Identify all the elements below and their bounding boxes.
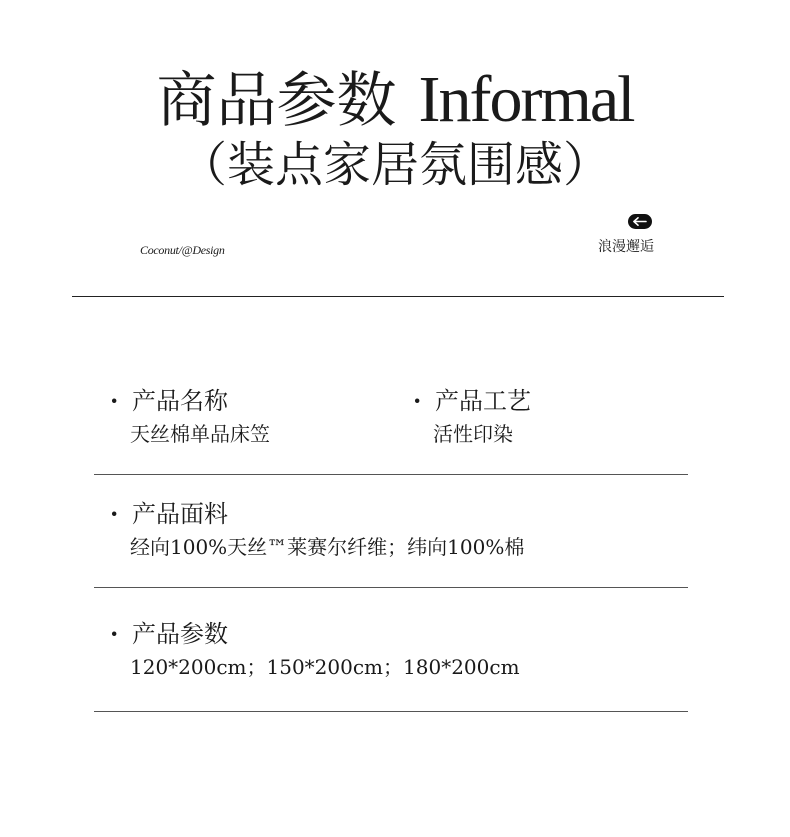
header-divider xyxy=(72,296,724,297)
spec-value: 天丝棉单品床笠 xyxy=(130,422,270,446)
row-divider xyxy=(94,587,688,588)
left-arrow-icon[interactable] xyxy=(628,214,652,229)
brand-tag: Coconut/@Design xyxy=(140,243,225,257)
spec-value: 经向100%天丝™莱赛尔纤维；纬向100%棉 xyxy=(130,535,525,559)
spec-heading xyxy=(413,386,531,416)
spec-heading-label: 产品参数 xyxy=(132,620,228,648)
spec-value: 120*200cm；150*200cm；180*200cm xyxy=(130,655,520,679)
row-divider xyxy=(94,711,688,712)
spec-heading xyxy=(110,499,524,529)
spec-heading-label: 产品名称 xyxy=(132,387,228,415)
spec-heading xyxy=(110,386,270,416)
spec-heading-label: 产品工艺 xyxy=(435,387,531,415)
spec-product-fabric xyxy=(110,499,524,561)
bullet-dot: · xyxy=(413,386,422,415)
spec-heading xyxy=(110,619,520,649)
bullet-dot: · xyxy=(110,499,119,528)
spec-product-params xyxy=(110,619,520,681)
page-title xyxy=(0,62,790,139)
page-subtitle: （装点家居氛围感） xyxy=(178,137,611,193)
spec-value: 活性印染 xyxy=(433,422,513,446)
row-divider xyxy=(94,474,688,475)
spec-product-craft xyxy=(413,386,531,448)
spec-product-name xyxy=(110,386,270,448)
bullet-dot: · xyxy=(110,386,119,415)
title-english: Informal xyxy=(418,63,634,136)
bullet-dot: · xyxy=(110,619,119,648)
spec-heading-label: 产品面料 xyxy=(132,500,228,528)
title-chinese: 商品参数 xyxy=(156,66,397,136)
back-label[interactable]: 浪漫邂逅 xyxy=(598,239,654,255)
